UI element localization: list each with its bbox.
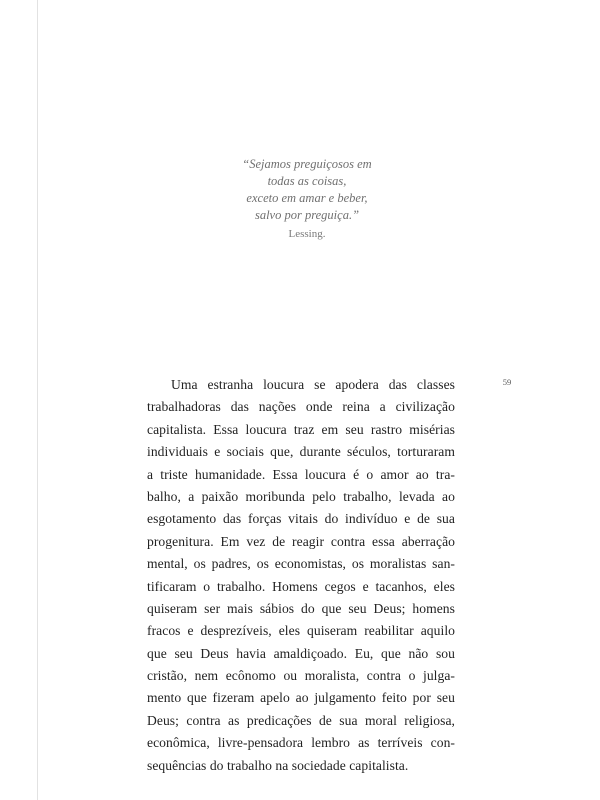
- body-line: a triste humanidade. Essa loucura é o amor ao tra-: [147, 466, 455, 482]
- body-line: capitalista. Essa loucura traz em seu rastro misérias: [147, 421, 455, 437]
- body-line: cristão, nem ecônomo ou moralista, contra o julga-: [147, 668, 455, 684]
- body-line: sequências do trabalho na sociedade capitalista.: [147, 757, 409, 773]
- epigraph: [200, 156, 414, 242]
- page-edge-line: [37, 0, 38, 800]
- body-paragraph: [147, 374, 455, 777]
- epigraph-line: todas as coisas,: [267, 174, 347, 188]
- body-line: econômica, livre-pensadora lembro as terríveis con-: [147, 735, 455, 751]
- epigraph-line: exceto em amar e beber,: [246, 191, 368, 205]
- epigraph-line: salvo por preguiça.”: [254, 208, 360, 222]
- body-line: balho, a paixão moribunda pelo trabalho, levada ao: [147, 488, 455, 504]
- body-line: mento que fizeram apelo ao julgamento feito por seu: [147, 690, 455, 706]
- body-line: individuais e sociais que, durante séculos, torturaram: [147, 444, 455, 460]
- epigraph-author: Lessing.: [288, 228, 326, 240]
- body-line: tificaram o trabalho. Homens cegos e tacanhos, eles: [147, 578, 455, 594]
- body-line: que seu Deus havia amaldiçoado. Eu, que não sou: [147, 645, 455, 661]
- body-line: mental, os padres, os economistas, os moralistas san-: [147, 556, 455, 572]
- body-line: Deus; contra as predicações de sua moral religiosa,: [147, 712, 455, 728]
- body-line: esgotamento das forças vitais do indivíduo e de sua: [147, 511, 455, 527]
- body-line: progenitura. Em vez de reagir contra essa aberração: [147, 533, 455, 549]
- page-number: 59: [502, 377, 512, 387]
- body-line: fracos e desprezíveis, eles quiseram reabilitar aquilo: [147, 623, 455, 639]
- body-line: trabalhadoras das nações onde reina a civilização: [147, 399, 455, 415]
- body-line: quiseram ser mais sábios do que seu Deus; homens: [147, 600, 455, 616]
- body-line: Uma estranha loucura se apodera das classes: [171, 377, 455, 392]
- epigraph-line: “Sejamos preguiçosos em: [242, 157, 372, 171]
